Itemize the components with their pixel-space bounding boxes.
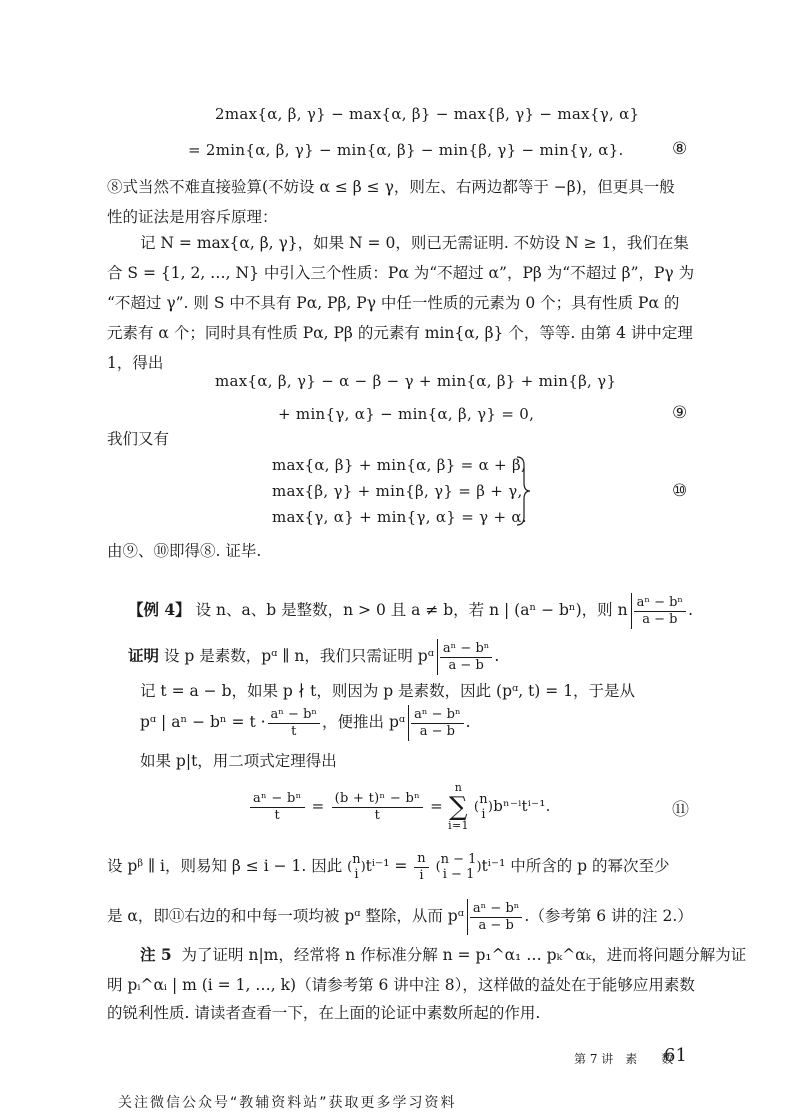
right-brace [515, 455, 531, 527]
equation-10-number: ⑩ [672, 481, 688, 501]
equation-9-number: ⑨ [672, 403, 688, 423]
fraction: $\frac{\text{aⁿ − bⁿ}}{t}$ [250, 791, 305, 824]
proof-line-3: pᵅ | aⁿ − bⁿ = t · $\frac{\text{aⁿ − bⁿ}}{t}$ ，便推出 pᵅ $\frac{\text{aⁿ − bⁿ}}{a - b}$ . [140, 704, 471, 741]
divides-bar [631, 593, 632, 629]
fraction: $\frac{\text{aⁿ − bⁿ}}{a - b}$ [440, 641, 492, 674]
equation-8-line-2: = 2min{α, β, γ} − min{α, β} − min{β, γ} − min{γ, α}. [188, 141, 624, 159]
equation-10-line-1: max{α, β} + min{α, β} = α + β, [272, 456, 527, 474]
paragraph-line: ⑧式当然不难直接验算(不妨设 α ≤ β ≤ γ，则左、右两边都等于 −β)，但更具一般 [107, 178, 675, 196]
paragraph-line: 由⑨、⑩即得⑧. 证毕. [107, 542, 262, 560]
fraction: $\frac{\text{aⁿ − bⁿ}}{a - b}$ [470, 901, 522, 934]
summation: n ∑ i=1 [448, 781, 469, 832]
proof-line-6: 是 α，即⑪右边的和中每一项均被 pᵅ 整除，从而 pᵅ $\frac{\text{aⁿ − bⁿ}}{a - b}$ .（参考第 6 讲的注 2.） [107, 898, 693, 935]
paragraph-line: 元素有 α 个；同时具有性质 Pα, Pβ 的元素有 min{α, β} 个，等等. 由第 4 讲中定理 [107, 324, 693, 342]
divides-bar [408, 705, 409, 741]
note-5-line-1: 注 5 为了证明 n|m，经常将 n 作标准分解 n = p₁^α₁ … pₖ^αₖ，进而将问题分解为证 [140, 945, 747, 964]
note-5-line-2: 明 pᵢ^αᵢ | m (i = 1, …, k)（请参考第 6 讲中注 8），这样做的益处在于能够应用素数 [107, 976, 695, 994]
equation-11: $\frac{\text{aⁿ − bⁿ}}{t}$ = $\frac{\text{(b + t)ⁿ − bⁿ}}{t}$ = n ∑ i=1 ( n i )bⁿ⁻ⁱtⁱ⁻¹. [248, 782, 551, 832]
paragraph-line: 合 S = {1, 2, …, N} 中引入三个性质：Pα 为“不超过 α”，Pβ 为“不超过 β”，Pγ 为 [107, 264, 695, 282]
proof-line-1: 证明 设 p 是素数，pᵅ ∥ n，我们只需证明 pᵅ $\frac{\text{aⁿ − bⁿ}}{a - b}$ . [128, 638, 499, 675]
equation-10-line-3: max{γ, α} + min{γ, α} = γ + α. [272, 508, 527, 526]
proof-line-4: 如果 p|t，用二项式定理得出 [140, 752, 337, 770]
binomial: ( n − 1 i − 1 ) [435, 852, 482, 882]
equation-8-line-1: 2max{α, β, γ} − max{α, β} − max{β, γ} − max{γ, α} [215, 105, 640, 123]
divides-bar [467, 899, 468, 935]
paragraph-line: 1，得出 [107, 354, 164, 372]
proof-line-2: 记 t = a − b，如果 p ∤ t，则因为 p 是素数，因此 (pᵅ, t) = 1，于是从 [140, 682, 636, 700]
fraction: $\frac{n}{i}$ [414, 851, 428, 884]
paragraph-line: 记 N = max{α, β, γ}，如果 N = 0，则已无需证明. 不妨设 N ≥ 1，我们在集 [140, 234, 689, 252]
running-footer: 第 7 讲 素 数 [574, 1052, 674, 1066]
equation-10-line-2: max{β, γ} + min{β, γ} = β + γ, [272, 482, 523, 500]
bottom-promo-note: 关注微信公众号“教辅资料站”获取更多学习资料 [118, 1095, 457, 1111]
proof-line-5: 设 pᵝ ∥ i，则易知 β ≤ i − 1. 因此 ( n i )tⁱ⁻¹ = $\frac{n}{i}$ ( n − 1 i − 1 )tⁱ⁻¹ 中所含的 p 的幂次至少 [107, 850, 670, 883]
note-label: 注 5 [140, 945, 172, 964]
paragraph-line: 我们又有 [107, 430, 170, 448]
proof-label: 证明 [128, 646, 160, 665]
equation-9-line-2: + min{γ, α} − min{α, β, γ} = 0, [278, 405, 535, 423]
example-text: 设 n、a、b 是整数，n > 0 且 a ≠ b，若 n | (aⁿ − bⁿ)，则 n [195, 601, 628, 619]
equation-8-number: ⑧ [672, 139, 688, 159]
equation-9-line-1: max{α, β, γ} − α − β − γ + min{α, β} + min{β, γ} [215, 372, 617, 390]
fraction: $\frac{\text{aⁿ − bⁿ}}{t}$ [268, 707, 320, 740]
fraction: $\frac{\text{aⁿ − bⁿ}}{a - b}$ [634, 595, 686, 628]
binomial: ( n i ) [347, 852, 366, 882]
fraction: $\frac{\text{(b + t)ⁿ − bⁿ}}{t}$ [332, 791, 423, 824]
paragraph-line: 性的证法是用容斥原理： [107, 208, 278, 226]
divides-bar [437, 639, 438, 675]
note-5-line-3: 的锐利性质. 请读者查看一下，在上面的论证中素数所起的作用. [107, 1004, 541, 1022]
example-label: 【例 4】 [128, 600, 191, 619]
paragraph-line: “不超过 γ”. 则 S 中不具有 Pα, Pβ, Pγ 中任一性质的元素为 0 个；具有性质 Pα 的 [107, 294, 680, 312]
equation-11-number: ⑪ [672, 800, 689, 820]
binomial: ( n i ) [473, 792, 494, 822]
page-number: 61 [664, 1045, 687, 1066]
fraction: $\frac{\text{aⁿ − bⁿ}}{a - b}$ [411, 707, 463, 740]
example-4: 【例 4】 设 n、a、b 是整数，n > 0 且 a ≠ b，若 n | (aⁿ − bⁿ)，则 n $\frac{\text{aⁿ − bⁿ}}{a - b}$ . [128, 592, 693, 629]
